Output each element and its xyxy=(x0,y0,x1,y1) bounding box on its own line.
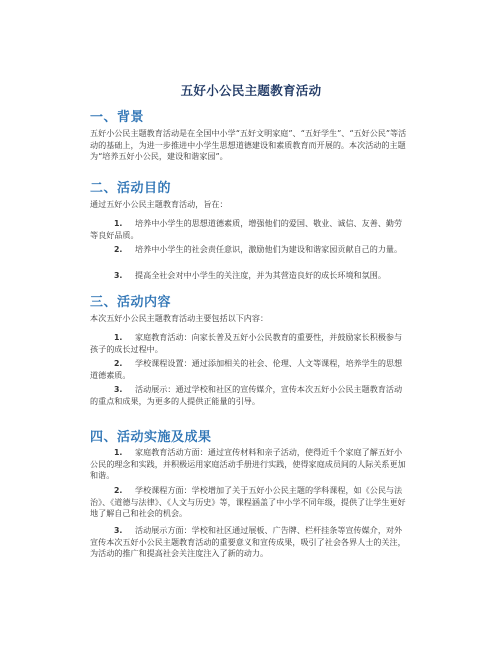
list-item-text: 学校课程设置：通过添加相关的社会、伦理、人文等课程，培养学生的思想道德素质。 xyxy=(90,358,403,380)
results-list-item xyxy=(90,447,410,482)
section-heading-goals: 二、活动目的 xyxy=(90,181,172,196)
section-heading-background: 一、背景 xyxy=(90,110,145,125)
list-item-text: 活动展示：通过学校和社区的宣传媒介，宣传本次五好小公民主题教育活动的重点和成果，为更多的人提供正能量的引导。 xyxy=(90,384,403,406)
results-list-item xyxy=(90,525,410,560)
list-number: 1. xyxy=(114,333,123,342)
list-item-text: 培养中小学生的思想道德素质，增强他们的爱国、敬业、诚信、友善、勤劳等良好品质。 xyxy=(90,218,403,240)
list-number: 3. xyxy=(114,271,123,280)
list-number: 3. xyxy=(114,526,123,535)
list-item-text: 提高全社会对中小学生的关注度，并为其营造良好的成长环境和氛围。 xyxy=(135,270,386,280)
goals-intro: 通过五好小公民主题教育活动，旨在： xyxy=(90,199,228,209)
section-heading-content: 三、活动内容 xyxy=(90,295,172,310)
section-heading-results: 四、活动实施及成果 xyxy=(90,430,212,445)
list-number: 2. xyxy=(114,245,123,254)
list-number: 1. xyxy=(114,448,123,457)
content-intro: 本次五好小公民主题教育活动主要包括以下内容： xyxy=(90,313,269,323)
content-list-item xyxy=(90,358,410,381)
results-list-item xyxy=(90,485,410,520)
content-list-item xyxy=(90,384,410,407)
list-number: 3. xyxy=(114,385,123,394)
list-number: 1. xyxy=(114,219,123,228)
list-item-text: 培养中小学生的社会责任意识，激励他们为建设和谐家园贡献自己的力量。 xyxy=(135,244,403,254)
list-item-text: 学校课程方面：学校增加了关于五好小公民主题的学科课程，如《公民与法治》、《道德与法律》、《人文与历史》等，课程涵盖了中小学不同年级，提供了让学生更好地了解自己和社会的机会。 xyxy=(90,485,406,518)
list-item-text: 家庭教育活动方面：通过宣传材料和亲子活动，使得近千个家庭了解五好小公民的理念和实践，并积极运用家庭活动手册进行实践，使得家庭成员间的人际关系更加和谐。 xyxy=(90,447,406,480)
list-item-text: 活动展示方面：学校和社区通过展板、广告牌、栏杆挂条等宣传媒介，对外宣传本次五好小公民主题教育活动的重要意义和宣传成果，吸引了社会各界人士的关注，为活动的推广和提高社会关注度注入了新的动力。 xyxy=(90,525,406,558)
list-number: 2. xyxy=(114,359,123,368)
document-title: 五好小公民主题教育活动 xyxy=(180,83,322,98)
goals-list-item xyxy=(90,218,410,241)
list-item-text: 家庭教育活动：向家长普及五好小公民教育的重要性，并鼓励家长积极参与孩子的成长过程中。 xyxy=(90,332,403,354)
goals-list-item xyxy=(90,270,410,282)
list-number: 2. xyxy=(114,486,123,495)
content-list-item xyxy=(90,332,410,355)
goals-list-item xyxy=(90,244,410,256)
background-paragraph: 五好小公民主题教育活动是在全国中小学“五好文明家庭”、“五好学生”、“五好公民”等活动的基础上，为进一步推进中小学生思想道德建设和素质教育而开展的。本次活动的主题为“培养五好小公民，建设和谐家园”。 xyxy=(90,128,407,161)
